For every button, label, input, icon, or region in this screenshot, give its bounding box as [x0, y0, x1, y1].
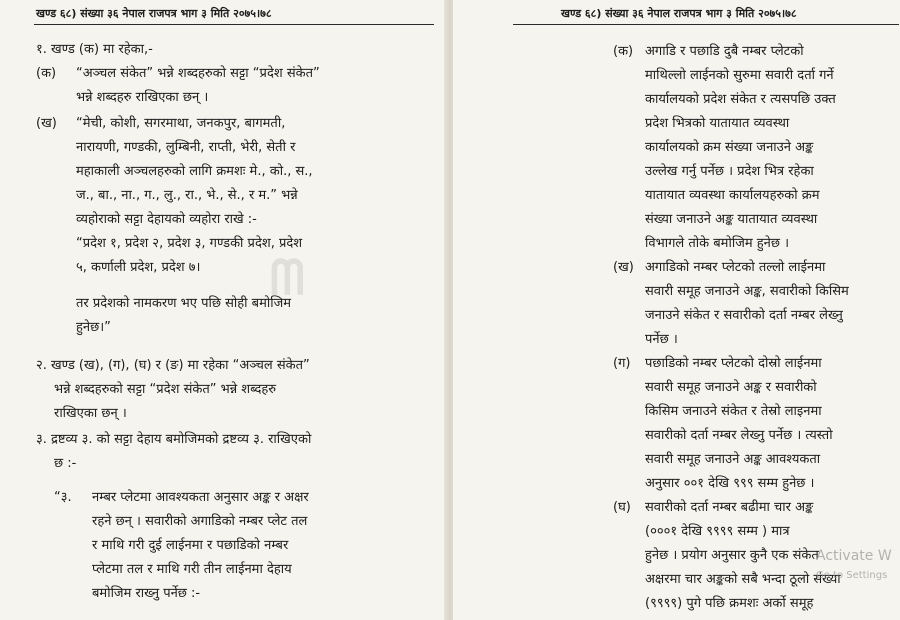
item-kha-marker: (ख) — [36, 116, 57, 131]
activation-watermark: Activate W — [816, 548, 892, 564]
text-line: भन्ने शब्दहरुको सट्टा “प्रदेश संकेत” भन्ने शब्दहरु — [54, 382, 277, 397]
clause-2-heading: २. खण्ड (ख), (ग), (घ) र (ङ) मा रहेका “अञ्चल संकेत” — [36, 358, 310, 373]
text-line: छ :- — [54, 456, 77, 471]
text-line: “प्रदेश १, प्रदेश २, प्रदेश ३, गण्डकी प्रदेश, प्रदेश — [76, 236, 303, 251]
text-line: अक्षरमा चार अङ्कको सबै भन्दा ठूलो संख्या — [645, 572, 841, 587]
item-ga-marker: (ग) — [613, 356, 631, 371]
text-line: महाकाली अञ्चलहरुको लागि क्रमशः मे., को., स., — [76, 164, 313, 179]
text-line: अगाडिको नम्बर प्लेटको तल्लो लाईनमा — [645, 260, 826, 275]
text-line: सवारी समूह जनाउने अङ्क र सवारीको — [645, 380, 817, 395]
text-line: माथिल्लो लाईनको सुरुमा सवारी दर्ता गर्ने — [645, 68, 834, 83]
text-line: अगाडि र पछाडि दुबै नम्बर प्लेटको — [645, 44, 804, 59]
activation-watermark-sub: Go to Settings — [816, 570, 888, 581]
text-line: किसिम जनाउने संकेत र तेस्रो लाइनमा — [645, 404, 822, 419]
text-line: र माथि गरी दुई लाईनमा र पछाडिको नम्बर — [92, 538, 289, 553]
text-line: (०००१ देखि ९९९९ सम्म ) मात्र — [645, 524, 790, 539]
item-ka-marker: (क) — [613, 44, 634, 59]
text-line: भन्ने शब्दहरु राखिएका छन् । — [76, 90, 209, 105]
text-line: सवारी समूह जनाउने अङ्क आवश्यकता — [645, 452, 821, 467]
text-line: कार्यालयको प्रदेश संकेत र त्यसपछि उक्त — [645, 92, 836, 107]
text-line: यातायात व्यवस्था कार्यालयहरुको क्रम — [645, 188, 820, 203]
text-line: ५, कर्णाली प्रदेश, प्रदेश ७। — [76, 260, 201, 275]
item-ka-marker: (क) — [36, 66, 57, 81]
text-line: नारायणी, गण्डकी, लुम्बिनी, राप्ती, भेरी, सेती र — [76, 140, 296, 155]
text-line: अनुसार ००१ देखि ९९९ सम्म हुनेछ । — [645, 476, 815, 491]
text-line: व्यहोराको सट्टा देहायको व्यहोरा राखे :- — [76, 212, 257, 227]
text-line: हुनेछ।” — [76, 320, 111, 335]
text-line: उल्लेख गर्नु पर्नेछ । प्रदेश भित्र रहेका — [645, 164, 814, 179]
text-line: जनाउने संकेत र सवारीको दर्ता नम्बर लेख्नु — [645, 308, 843, 323]
text-line: रहने छन् । सवारीको अगाडिको नम्बर प्लेट तल — [92, 514, 308, 529]
item-gha-marker: (घ) — [613, 500, 631, 515]
text-line: प्लेटमा तल र माथि गरी तीन लाईनमा देहाय — [92, 562, 292, 577]
header-rule — [34, 24, 434, 25]
text-line: विभागले तोके बमोजिम हुनेछ । — [645, 236, 790, 251]
text-line: प्रदेश भित्रको यातायात व्यवस्था — [645, 116, 790, 131]
text-line: ज., बा., ना., ग., लु., रा., भे., से., र म.” भन्ने — [76, 188, 298, 203]
text-line: कार्यालयको क्रम संख्या जनाउने अङ्क — [645, 140, 814, 155]
text-line: राखिएका छन् । — [54, 406, 127, 421]
text-line: पर्नेछ । — [645, 332, 678, 347]
left-page — [0, 0, 447, 620]
text-line: सवारीको दर्ता नम्बर बढीमा चार अङ्क — [645, 500, 814, 515]
text-line: हुनेछ । प्रयोग अनुसार कुनै एक संकेत — [645, 548, 819, 563]
text-line: बमोजिम राख्नु पर्नेछ :- — [92, 586, 201, 601]
text-line: संख्या जनाउने अङ्क यातायात व्यवस्था — [645, 212, 818, 227]
text-line: नम्बर प्लेटमा आवश्यकता अनुसार अङ्क र अक्षर — [92, 490, 309, 505]
text-line: सवारीको दर्ता नम्बर लेख्नु पर्नेछ । त्यस्तो — [645, 428, 833, 443]
note-3-marker: “३. — [54, 490, 72, 505]
bleed-through: ᗰ — [270, 250, 305, 306]
header-rule — [513, 24, 899, 25]
text-line: सवारी समूह जनाउने अङ्क, सवारीको किसिम — [645, 284, 849, 299]
text-line: (९९९९) पुगे पछि क्रमशः अर्को समूह — [645, 596, 814, 611]
page-header: खण्ड ६८) संख्या ३६ नेपाल राजपत्र भाग ३ मिति २०७५।७८ — [36, 7, 272, 20]
text-line: तर प्रदेशको नामकरण भए पछि सोही बमोजिम — [76, 296, 292, 311]
text-line: “मेची, कोशी, सगरमाथा, जनकपुर, बागमती, — [76, 116, 286, 131]
clause-1-heading: १. खण्ड (क) मा रहेका,- — [36, 42, 153, 57]
text-line: “अञ्चल संकेत” भन्ने शब्दहरुको सट्टा “प्रदेश संकेत” — [76, 66, 320, 81]
clause-3-heading: ३. द्रष्टव्य ३. को सट्टा देहाय बमोजिमको द्रष्टव्य ३. राखिएको — [36, 432, 312, 447]
right-page — [453, 0, 900, 620]
text-line: पछाडिको नम्बर प्लेटको दोस्रो लाईनमा — [645, 356, 822, 371]
page-header: खण्ड ६८) संख्या ३६ नेपाल राजपत्र भाग ३ मिति २०७५।७८ — [561, 7, 797, 20]
item-kha-marker: (ख) — [613, 260, 634, 275]
